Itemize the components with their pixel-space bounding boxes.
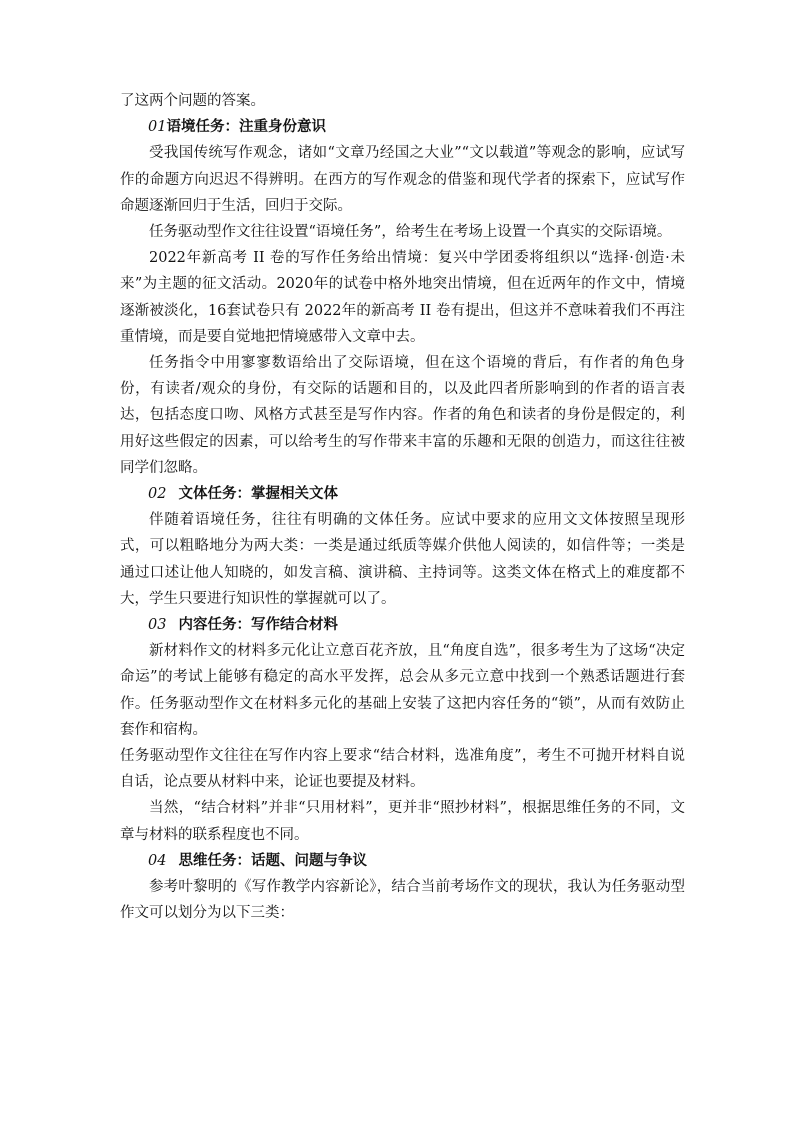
section-heading-04: [120, 848, 685, 874]
section-heading-03: [120, 612, 685, 638]
document-body: [120, 88, 685, 927]
paragraph: 受我国传统写作观念，诸如“文章乃经国之大业”“文以载道”等观念的影响，应试写作的命题方向迟迟不得辨明。在西方的写作观念的借鉴和现代学者的探索下，应试写作命题逐渐回归于生活，回归于交际。: [120, 145, 685, 214]
section-title: 文体任务：掌握相关文体: [178, 486, 338, 503]
paragraph-intro-tail: 了这两个问题的答案。: [120, 93, 265, 109]
paragraph: 任务驱动型作文往往设置“语境任务”，给考生在考场上设置一个真实的交际语境。: [149, 224, 672, 241]
paragraph: 伴随着语境任务，往往有明确的文体任务。应试中要求的应用文文体按照呈现形式，可以粗略地分为两大类：一类是通过纸质等媒介供他人阅读的，如信件等；一类是通过口述让他人知晓的，如发言稿、演讲稿、主持词等。这类文体在格式上的难度都不大，学生只要进行知识性的掌握就可以了。: [120, 512, 685, 607]
section-number: 01: [148, 119, 167, 136]
section-number: 04: [148, 852, 167, 869]
paragraph: 当然，“结合材料”并非“只用材料”，更并非“照抄材料”，根据思维任务的不同，文章与材料的联系程度也不同。: [120, 800, 685, 843]
paragraph: 任务驱动型作文往往在写作内容上要求“结合材料，选准角度”，考生不可抛开材料自说自话，论点要从材料中来，论证也要提及材料。: [120, 748, 685, 791]
paragraph: 2022年新高考 II 卷的写作任务给出情境：复兴中学团委将组织以“选择·创造·未来”为主题的征文活动。2020年的试卷中格外地突出情境，但在近两年的作文中，情境逐渐被淡化，16套试卷只有 2022年的新高考 II 卷有提出，但这并不意味着我们不再注重情境，而是要自觉地把情境感带入文章中去。: [120, 250, 685, 345]
section-title: 内容任务：写作结合材料: [178, 617, 338, 634]
paragraph: 任务指令中用寥寥数语给出了交际语境，但在这个语境的背后，有作者的角色身份，有读者/观众的身份，有交际的话题和目的，以及此四者所影响到的作者的语言表达，包括态度口吻、风格方式甚至是写作内容。作者的角色和读者的身份是假定的，利用好这些假定的因素，可以给考生的写作带来丰富的乐趣和无限的创造力，而这往往被同学们忽略。: [120, 355, 685, 476]
section-title: 思维任务：话题、问题与争议: [178, 852, 367, 869]
paragraph: 新材料作文的材料多元化让立意百花齐放，且“角度自选”，很多考生为了这场“决定命运”的考试上能够有稳定的高水平发挥，总会从多元立意中找到一个熟悉话题进行套作。任务驱动型作文在材料多元化的基础上安装了这把内容任务的“锁”，从而有效防止套作和宿构。: [120, 643, 685, 738]
section-heading-01: [120, 114, 685, 140]
section-heading-02: [120, 481, 685, 507]
section-title: 语境任务：注重身份意识: [166, 119, 326, 136]
section-number: 03: [148, 617, 167, 634]
paragraph: 参考叶黎明的《写作教学内容新论》，结合当前考场作文的现状，我认为任务驱动型作文可以划分为以下三类：: [120, 879, 685, 922]
section-number: 02: [148, 486, 167, 503]
